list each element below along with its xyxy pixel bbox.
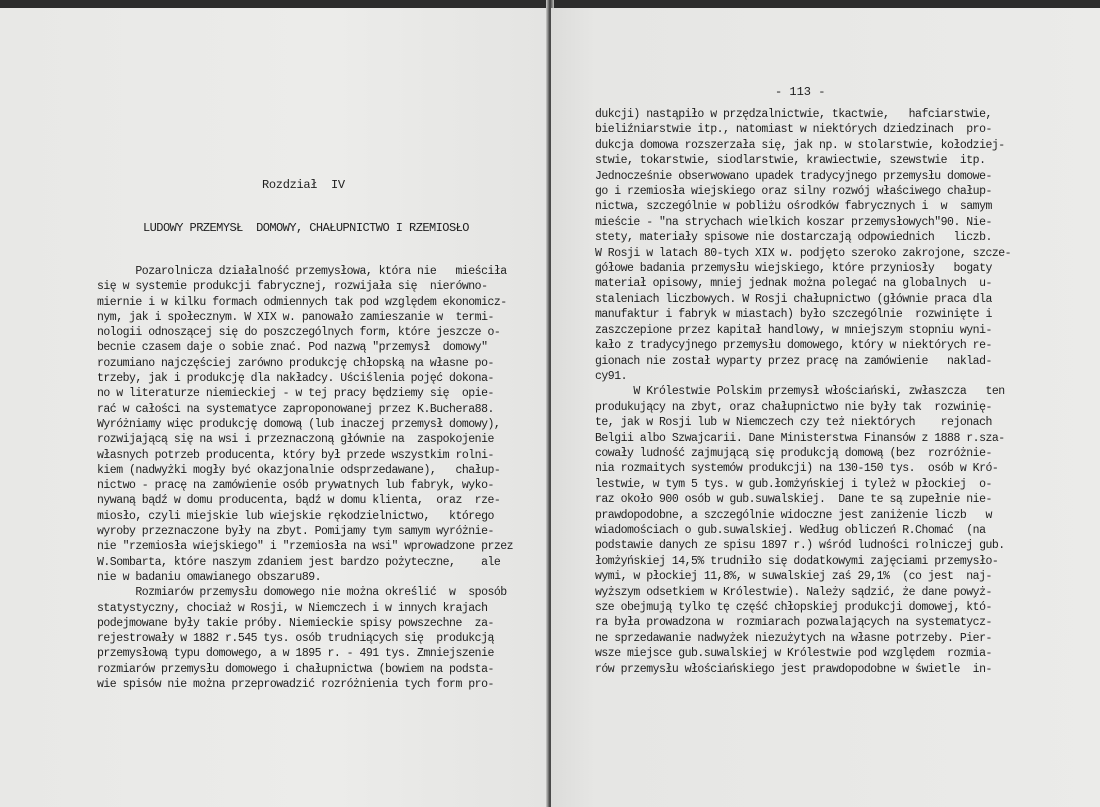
text-line: stety, materiały spisowe nie dostarczają odpowiednich liczb.: [595, 231, 992, 245]
text-line: rejestrowały w 1882 r.545 tys. osób trudniących się produkcją: [97, 632, 494, 646]
text-line: raz około 900 osób w gub.suwalskiej. Dane te są zupełnie nie-: [595, 493, 992, 507]
text-line: bieliźniarstwie itp., natomiast w niektórych dziedzinach pro-: [595, 123, 992, 137]
text-line: wie spisów nie można przeprowadzić rozróżnienia tych form pro-: [97, 678, 494, 692]
text-line: ne sprzedawanie nadwyżek niezużytych na własne potrzeby. Pier-: [595, 631, 992, 645]
text-line: go i rzemiosła wiejskiego oraz silny rozwój właściwego chałup-: [595, 185, 992, 199]
left-page: [0, 8, 549, 807]
text-line: Jednocześnie obserwowano upadek tradycyjnego przemysłu domowe-: [595, 169, 992, 183]
text-line: nym, jak i społecznym. W XIX w. panowało zamieszanie w termi-: [97, 310, 494, 324]
text-line: przemysłową typu domowego, a w 1895 r. - 491 tys. Zmniejszenie: [97, 647, 494, 661]
text-line: zaszczepione przez kapitał handlowy, w mniejszym stopniu wyni-: [595, 323, 992, 337]
text-line: te, jak w Rosji lub w Niemczech czy też niektórych rejonach: [595, 416, 992, 430]
text-line: rozumiano najczęściej zarówno produkcję chłopską na własne po-: [97, 356, 494, 370]
text-line: trzeby, jak i produkcję dla nakładcy. Uściślenia pojęć dokona-: [97, 372, 494, 386]
text-line: rozmiarów przemysłu domowego i chałupnictwa (bowiem na podsta-: [97, 662, 494, 676]
text-line: rać w całości na systematyce zaproponowanej przez K.Buchera88.: [97, 402, 494, 416]
text-line: nie w badaniu omawianego obszaru89.: [97, 570, 322, 584]
text-line: nictwa, szczególnie w pobliżu ośrodków fabrycznych i w samym: [595, 200, 992, 214]
text-line: Wyróżniamy więc produkcję domową (lub inaczej przemysł domowy),: [97, 417, 501, 431]
text-line: becnie czasem daje o sobie znać. Pod nazwą "przemysł domowy": [97, 341, 488, 355]
text-line: Pozarolnicza działalność przemysłowa, która nie mieściła: [97, 265, 507, 278]
text-line: miosło, czyli miejskie lub wiejskie rękodzielnictwo, którego: [97, 509, 494, 523]
text-line: W.Sombarta, które naszym zdaniem jest bardzo pożyteczne, ale: [97, 555, 501, 569]
text-line: własnych potrzeb producenta, który był przede wszystkim rolni-: [97, 448, 494, 462]
text-line: statystyczny, chociaż w Rosji, w Niemczech i w innych krajach: [97, 601, 488, 615]
text-line: mieście - "na strychach wielkich koszar przemysłowych"90. Nie-: [595, 215, 992, 229]
text-line: Rozmiarów przemysłu domowego nie można określić w sposób: [97, 586, 507, 600]
text-line: W Królestwie Polskim przemysł włościański, zwłaszcza ten: [595, 385, 1005, 399]
text-line: kało z tradycyjnego przemysłu domowego, który w niektórych re-: [595, 339, 992, 353]
text-line: nie "rzemiosła wiejskiego" i "rzemiosła na wsi" wprowadzone przez: [97, 540, 514, 554]
text-line: staleniach liczbowych. W Rosji chałupnictwo (głównie praca dla: [595, 292, 992, 306]
text-line: gółowe badania przemysłu wiejskiego, które przyniosły bogaty: [595, 262, 992, 276]
text-line: łomżyńskiej 14,5% trudniło się dodatkowymi zajęciami przemysło-: [595, 554, 999, 568]
text-line: nologii odnoszącej się do poszczególnych form, które jeszcze o-: [97, 326, 501, 340]
text-line: lestwie, w tym 5 tys. w gub.łomżyńskiej i tyleż w płockiej o-: [595, 477, 992, 491]
text-line: się w systemie produkcji fabrycznej, rozwijała się nierówno-: [97, 280, 488, 294]
text-line: nywaną bądź w domu producenta, bądź w domu klienta, oraz rze-: [97, 494, 501, 508]
left-body-text: [97, 264, 517, 692]
text-line: podejmowane były takie próby. Niemieckie spisy powszechne za-: [97, 616, 494, 630]
text-line: W Rosji w latach 80-tych XIX w. podjęto szeroko zakrojone, szcze-: [595, 246, 1012, 260]
text-line: stwie, tokarstwie, siodlarstwie, krawiectwie, szewstwie itp.: [595, 154, 986, 168]
text-line: no w literaturze niemieckiej - w tej pracy będziemy się opie-: [97, 387, 494, 401]
text-line: ra była prowadzona w rozmiarach pozwalających na systematycz-: [595, 616, 992, 630]
text-line: wyroby przeznaczone były na zbyt. Pomijamy tym samym wyróżnie-: [97, 525, 494, 539]
text-line: wsze miejsce gub.suwalskiej w Królestwie pod względem rozmia-: [595, 647, 992, 661]
page-number: - 113 -: [775, 85, 826, 99]
text-line: wyższym odsetkiem w Królestwie). Należy sądzić, że dane powyż-: [595, 585, 992, 599]
text-line: kiem (nadwyżki mogły być okazjonalnie odsprzedawane), chałup-: [97, 463, 501, 477]
text-line: dukcja domowa rozszerzała się, jak np. w stolarstwie, kołodziej-: [595, 138, 1005, 152]
text-line: Belgii albo Szwajcarii. Dane Ministerstwa Finansów z 1888 r.sza-: [595, 431, 1005, 445]
text-line: nictwo - pracę na zamówienie osób prywatnych lub fabryk, wyko-: [97, 479, 494, 493]
text-line: miernie i w kilku formach odmiennych tak pod względem ekonomicz-: [97, 295, 507, 309]
text-line: podstawie danych ze spisu 1897 r.) wśród ludności rolniczej gub.: [595, 539, 1005, 553]
text-line: cy91.: [595, 369, 628, 383]
chapter-title: LUDOWY PRZEMYSŁ DOMOWY, CHAŁUPNICTWO I RZEMIOSŁO: [143, 221, 469, 235]
right-page: [551, 8, 1100, 807]
text-line: dukcji) nastąpiło w przędzalnictwie, tkactwie, hafciarstwie,: [595, 108, 992, 121]
text-line: sze obejmują tylko tę część chłopskiej produkcji domowej, któ-: [595, 601, 992, 614]
text-line: rów przemysłu włościańskiego jest prawdopodobne w świetle in-: [595, 662, 992, 676]
text-line: prawdopodobne, a szczególnie widoczne jest zaniżenie liczb w: [595, 508, 992, 522]
text-line: wiadomościach o gub.suwalskiej. Według obliczeń R.Chomać (na: [595, 523, 986, 537]
text-line: rozwijającą się na wsi i przeznaczoną głównie na zaspokojenie: [97, 433, 494, 447]
text-line: wymi, w płockiej 11,8%, w suwalskiej zaś 29,1% (co jest naj-: [595, 570, 992, 584]
chapter-heading: Rozdział IV: [262, 178, 345, 192]
text-line: materiał opisowy, mniej jednak można polegać na globalnych u-: [595, 277, 992, 291]
text-line: nia rozmaitych systemów produkcji) na 130-150 tys. osób w Kró-: [595, 462, 999, 476]
right-body-text: [595, 107, 1055, 677]
text-line: gionach nie został wyparty przez pracę na zamówienie naklad-: [595, 354, 992, 368]
text-line: produkujący na zbyt, oraz chałupnictwo nie były tak rozwinię-: [595, 400, 992, 414]
text-line: manufaktur i fabryk w miastach) było szczególnie rozwinięte i: [595, 308, 992, 322]
text-line: cowały ludność zajmującą się produkcją domową (bez rozróżnie-: [595, 446, 992, 460]
